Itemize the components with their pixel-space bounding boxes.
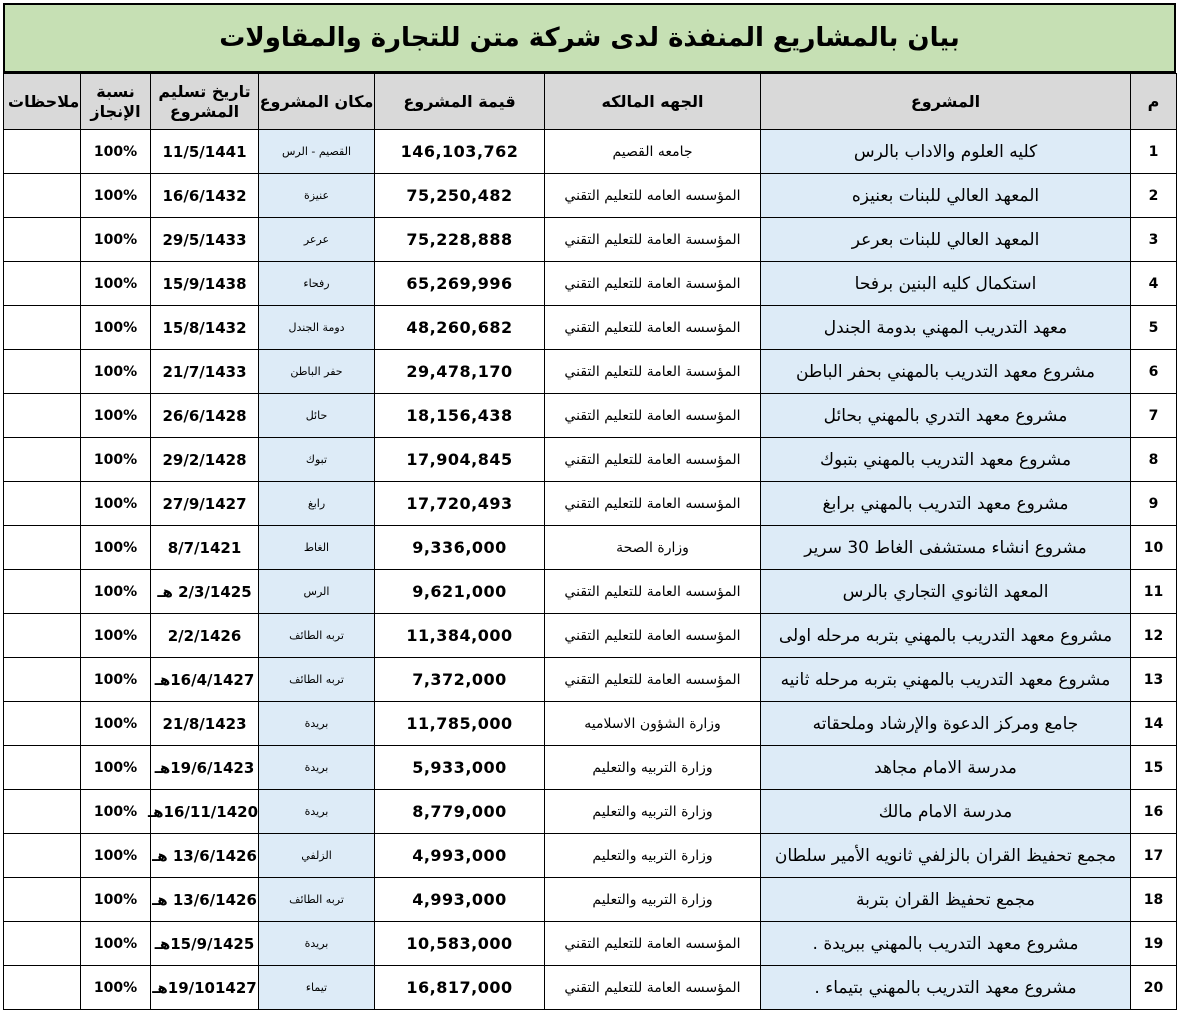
table-row: [4, 262, 1177, 306]
header-place: مكان المشروع: [259, 74, 375, 130]
header-owner: الجهه المالكه: [545, 74, 761, 130]
owner-entity: المؤسسه العامة للتعليم التقني: [545, 438, 761, 482]
notes-cell: [4, 702, 81, 746]
owner-entity: المؤسسه العامة للتعليم التقني: [545, 394, 761, 438]
completion-percent: 100%: [81, 262, 151, 306]
project-value: 75,250,482: [375, 174, 545, 218]
row-number: 16: [1131, 790, 1177, 834]
row-number: 6: [1131, 350, 1177, 394]
owner-entity: وزارة التربيه والتعليم: [545, 834, 761, 878]
completion-percent: 100%: [81, 306, 151, 350]
owner-entity: المؤسسه العامة للتعليم التقني: [545, 482, 761, 526]
table-row: [4, 834, 1177, 878]
owner-entity: المؤسسه العامة للتعليم التقني: [545, 922, 761, 966]
completion-percent: 100%: [81, 438, 151, 482]
notes-cell: [4, 878, 81, 922]
row-number: 18: [1131, 878, 1177, 922]
project-value: 11,785,000: [375, 702, 545, 746]
owner-entity: المؤسسه العامة للتعليم التقني: [545, 306, 761, 350]
table-row: [4, 306, 1177, 350]
completion-percent: 100%: [81, 570, 151, 614]
notes-cell: [4, 218, 81, 262]
project-name: مشروع معهد التدريب بالمهني بتبوك: [761, 438, 1131, 482]
row-number: 19: [1131, 922, 1177, 966]
project-value: 65,269,996: [375, 262, 545, 306]
delivery-date: 29/2/1428: [151, 438, 259, 482]
row-number: 2: [1131, 174, 1177, 218]
header-num: م: [1131, 74, 1177, 130]
delivery-date: 27/9/1427: [151, 482, 259, 526]
notes-cell: [4, 394, 81, 438]
owner-entity: المؤسسة العامة للتعليم التقني: [545, 218, 761, 262]
completion-percent: 100%: [81, 526, 151, 570]
table-row: [4, 614, 1177, 658]
row-number: 20: [1131, 966, 1177, 1010]
delivery-date: 19/6/1423هـ: [151, 746, 259, 790]
table-row: [4, 218, 1177, 262]
header-notes: ملاحظات: [4, 74, 81, 130]
project-location: رفحاء: [259, 262, 375, 306]
project-name: مشروع معهد التدريب بالمهني ببريدة .: [761, 922, 1131, 966]
projects-sheet: [3, 3, 1176, 1006]
table-row: [4, 746, 1177, 790]
project-name: مشروع انشاء مستشفى الغاط 30 سرير: [761, 526, 1131, 570]
row-number: 4: [1131, 262, 1177, 306]
table-row: [4, 130, 1177, 174]
project-value: 9,336,000: [375, 526, 545, 570]
project-location: عرعر: [259, 218, 375, 262]
project-location: تربه الطائف: [259, 878, 375, 922]
delivery-date: 29/5/1433: [151, 218, 259, 262]
delivery-date: 13/6/1426 هـ: [151, 834, 259, 878]
header-date: تاريخ تسليم المشروع: [151, 74, 259, 130]
owner-entity: المؤسسة العامة للتعليم التقني: [545, 350, 761, 394]
delivery-date: 2/3/1425 هـ: [151, 570, 259, 614]
delivery-date: 26/6/1428: [151, 394, 259, 438]
row-number: 13: [1131, 658, 1177, 702]
notes-cell: [4, 306, 81, 350]
owner-entity: المؤسسه العامة للتعليم التقني: [545, 966, 761, 1010]
completion-percent: 100%: [81, 834, 151, 878]
delivery-date: 16/4/1427هـ: [151, 658, 259, 702]
project-value: 18,156,438: [375, 394, 545, 438]
owner-entity: المؤسسه العامه للتعليم التقني: [545, 174, 761, 218]
delivery-date: 15/9/1438: [151, 262, 259, 306]
notes-cell: [4, 922, 81, 966]
delivery-date: 16/11/1420هـ: [151, 790, 259, 834]
table-row: [4, 438, 1177, 482]
table-row: [4, 482, 1177, 526]
completion-percent: 100%: [81, 218, 151, 262]
row-number: 1: [1131, 130, 1177, 174]
project-value: 17,720,493: [375, 482, 545, 526]
project-location: بريدة: [259, 922, 375, 966]
project-location: دومة الجندل: [259, 306, 375, 350]
owner-entity: المؤسسه العامة للتعليم التقني: [545, 658, 761, 702]
completion-percent: 100%: [81, 922, 151, 966]
project-name: كليه العلوم والاداب بالرس: [761, 130, 1131, 174]
project-location: بريدة: [259, 702, 375, 746]
project-name: مشروع معهد التدريب بالمهني بحفر الباطن: [761, 350, 1131, 394]
notes-cell: [4, 174, 81, 218]
project-value: 17,904,845: [375, 438, 545, 482]
delivery-date: 8/7/1421: [151, 526, 259, 570]
project-name: المعهد العالي للبنات بعنيزه: [761, 174, 1131, 218]
table-row: [4, 394, 1177, 438]
delivery-date: 2/2/1426: [151, 614, 259, 658]
completion-percent: 100%: [81, 482, 151, 526]
project-value: 9,621,000: [375, 570, 545, 614]
project-name: مجمع تحفيظ القران بتربة: [761, 878, 1131, 922]
notes-cell: [4, 130, 81, 174]
projects-table: [3, 73, 1177, 1010]
completion-percent: 100%: [81, 350, 151, 394]
project-name: مشروع معهد التدريب بالمهني بتربه مرحله اولى: [761, 614, 1131, 658]
delivery-date: 21/7/1433: [151, 350, 259, 394]
project-value: 4,993,000: [375, 878, 545, 922]
project-value: 5,933,000: [375, 746, 545, 790]
completion-percent: 100%: [81, 790, 151, 834]
completion-percent: 100%: [81, 966, 151, 1010]
table-row: [4, 570, 1177, 614]
notes-cell: [4, 438, 81, 482]
row-number: 15: [1131, 746, 1177, 790]
table-row: [4, 526, 1177, 570]
owner-entity: وزارة الشؤون الاسلاميه: [545, 702, 761, 746]
project-location: الزلفي: [259, 834, 375, 878]
header-project: المشروع: [761, 74, 1131, 130]
row-number: 9: [1131, 482, 1177, 526]
project-name: مدرسة الامام مالك: [761, 790, 1131, 834]
notes-cell: [4, 746, 81, 790]
project-name: استكمال كليه البنين برفحا: [761, 262, 1131, 306]
table-row: [4, 790, 1177, 834]
completion-percent: 100%: [81, 702, 151, 746]
notes-cell: [4, 790, 81, 834]
sheet-title: بيان بالمشاريع المنفذة لدى شركة متن للتجارة والمقاولات: [3, 3, 1176, 73]
project-location: الرس: [259, 570, 375, 614]
header-pct: نسبة الإنجاز: [81, 74, 151, 130]
project-value: 16,817,000: [375, 966, 545, 1010]
row-number: 12: [1131, 614, 1177, 658]
project-value: 146,103,762: [375, 130, 545, 174]
project-location: رابغ: [259, 482, 375, 526]
project-location: الغاط: [259, 526, 375, 570]
owner-entity: وزارة التربيه والتعليم: [545, 746, 761, 790]
project-location: تربه الطائف: [259, 658, 375, 702]
delivery-date: 11/5/1441: [151, 130, 259, 174]
owner-entity: وزارة الصحة: [545, 526, 761, 570]
notes-cell: [4, 526, 81, 570]
table-row: [4, 922, 1177, 966]
project-location: حفر الباطن: [259, 350, 375, 394]
delivery-date: 19/101427هـ: [151, 966, 259, 1010]
completion-percent: 100%: [81, 878, 151, 922]
project-value: 11,384,000: [375, 614, 545, 658]
completion-percent: 100%: [81, 658, 151, 702]
notes-cell: [4, 966, 81, 1010]
table-row: [4, 350, 1177, 394]
notes-cell: [4, 482, 81, 526]
project-value: 29,478,170: [375, 350, 545, 394]
delivery-date: 15/8/1432: [151, 306, 259, 350]
completion-percent: 100%: [81, 130, 151, 174]
project-value: 10,583,000: [375, 922, 545, 966]
delivery-date: 21/8/1423: [151, 702, 259, 746]
delivery-date: 13/6/1426 هـ: [151, 878, 259, 922]
project-location: بريدة: [259, 790, 375, 834]
notes-cell: [4, 262, 81, 306]
project-value: 48,260,682: [375, 306, 545, 350]
project-name: معهد التدريب المهني بدومة الجندل: [761, 306, 1131, 350]
row-number: 8: [1131, 438, 1177, 482]
row-number: 14: [1131, 702, 1177, 746]
table-row: [4, 878, 1177, 922]
owner-entity: وزارة التربيه والتعليم: [545, 790, 761, 834]
table-row: [4, 174, 1177, 218]
project-location: بريدة: [259, 746, 375, 790]
delivery-date: 16/6/1432: [151, 174, 259, 218]
table-header-row: [4, 74, 1177, 130]
completion-percent: 100%: [81, 394, 151, 438]
project-location: تيماء: [259, 966, 375, 1010]
project-location: القصيم - الرس: [259, 130, 375, 174]
notes-cell: [4, 658, 81, 702]
owner-entity: جامعه القصيم: [545, 130, 761, 174]
row-number: 11: [1131, 570, 1177, 614]
project-name: مدرسة الامام مجاهد: [761, 746, 1131, 790]
project-value: 4,993,000: [375, 834, 545, 878]
project-name: جامع ومركز الدعوة والإرشاد وملحقاته: [761, 702, 1131, 746]
project-location: حائل: [259, 394, 375, 438]
row-number: 3: [1131, 218, 1177, 262]
table-row: [4, 702, 1177, 746]
project-location: تربه الطائف: [259, 614, 375, 658]
owner-entity: المؤسسه العامة للتعليم التقني: [545, 570, 761, 614]
delivery-date: 15/9/1425هـ: [151, 922, 259, 966]
owner-entity: وزارة التربيه والتعليم: [545, 878, 761, 922]
table-row: [4, 966, 1177, 1010]
row-number: 17: [1131, 834, 1177, 878]
completion-percent: 100%: [81, 746, 151, 790]
project-value: 7,372,000: [375, 658, 545, 702]
project-value: 8,779,000: [375, 790, 545, 834]
row-number: 7: [1131, 394, 1177, 438]
completion-percent: 100%: [81, 614, 151, 658]
notes-cell: [4, 834, 81, 878]
project-value: 75,228,888: [375, 218, 545, 262]
project-name: مشروع معهد التدري بالمهني بحائل: [761, 394, 1131, 438]
completion-percent: 100%: [81, 174, 151, 218]
project-name: المعهد الثانوي التجاري بالرس: [761, 570, 1131, 614]
project-location: عنيزة: [259, 174, 375, 218]
project-name: المعهد العالي للبنات بعرعر: [761, 218, 1131, 262]
project-name: مشروع معهد التدريب بالمهني بتربه مرحله ثانيه: [761, 658, 1131, 702]
project-location: تبوك: [259, 438, 375, 482]
notes-cell: [4, 570, 81, 614]
header-value: قيمة المشروع: [375, 74, 545, 130]
notes-cell: [4, 350, 81, 394]
project-name: مشروع معهد التدريب بالمهني بتيماء .: [761, 966, 1131, 1010]
project-name: مشروع معهد التدريب بالمهني برابغ: [761, 482, 1131, 526]
project-name: مجمع تحفيظ القران بالزلفي ثانويه الأمير سلطان: [761, 834, 1131, 878]
row-number: 10: [1131, 526, 1177, 570]
owner-entity: المؤسسه العامة للتعليم التقني: [545, 614, 761, 658]
notes-cell: [4, 614, 81, 658]
row-number: 5: [1131, 306, 1177, 350]
owner-entity: المؤسسة العامة للتعليم التقني: [545, 262, 761, 306]
table-row: [4, 658, 1177, 702]
